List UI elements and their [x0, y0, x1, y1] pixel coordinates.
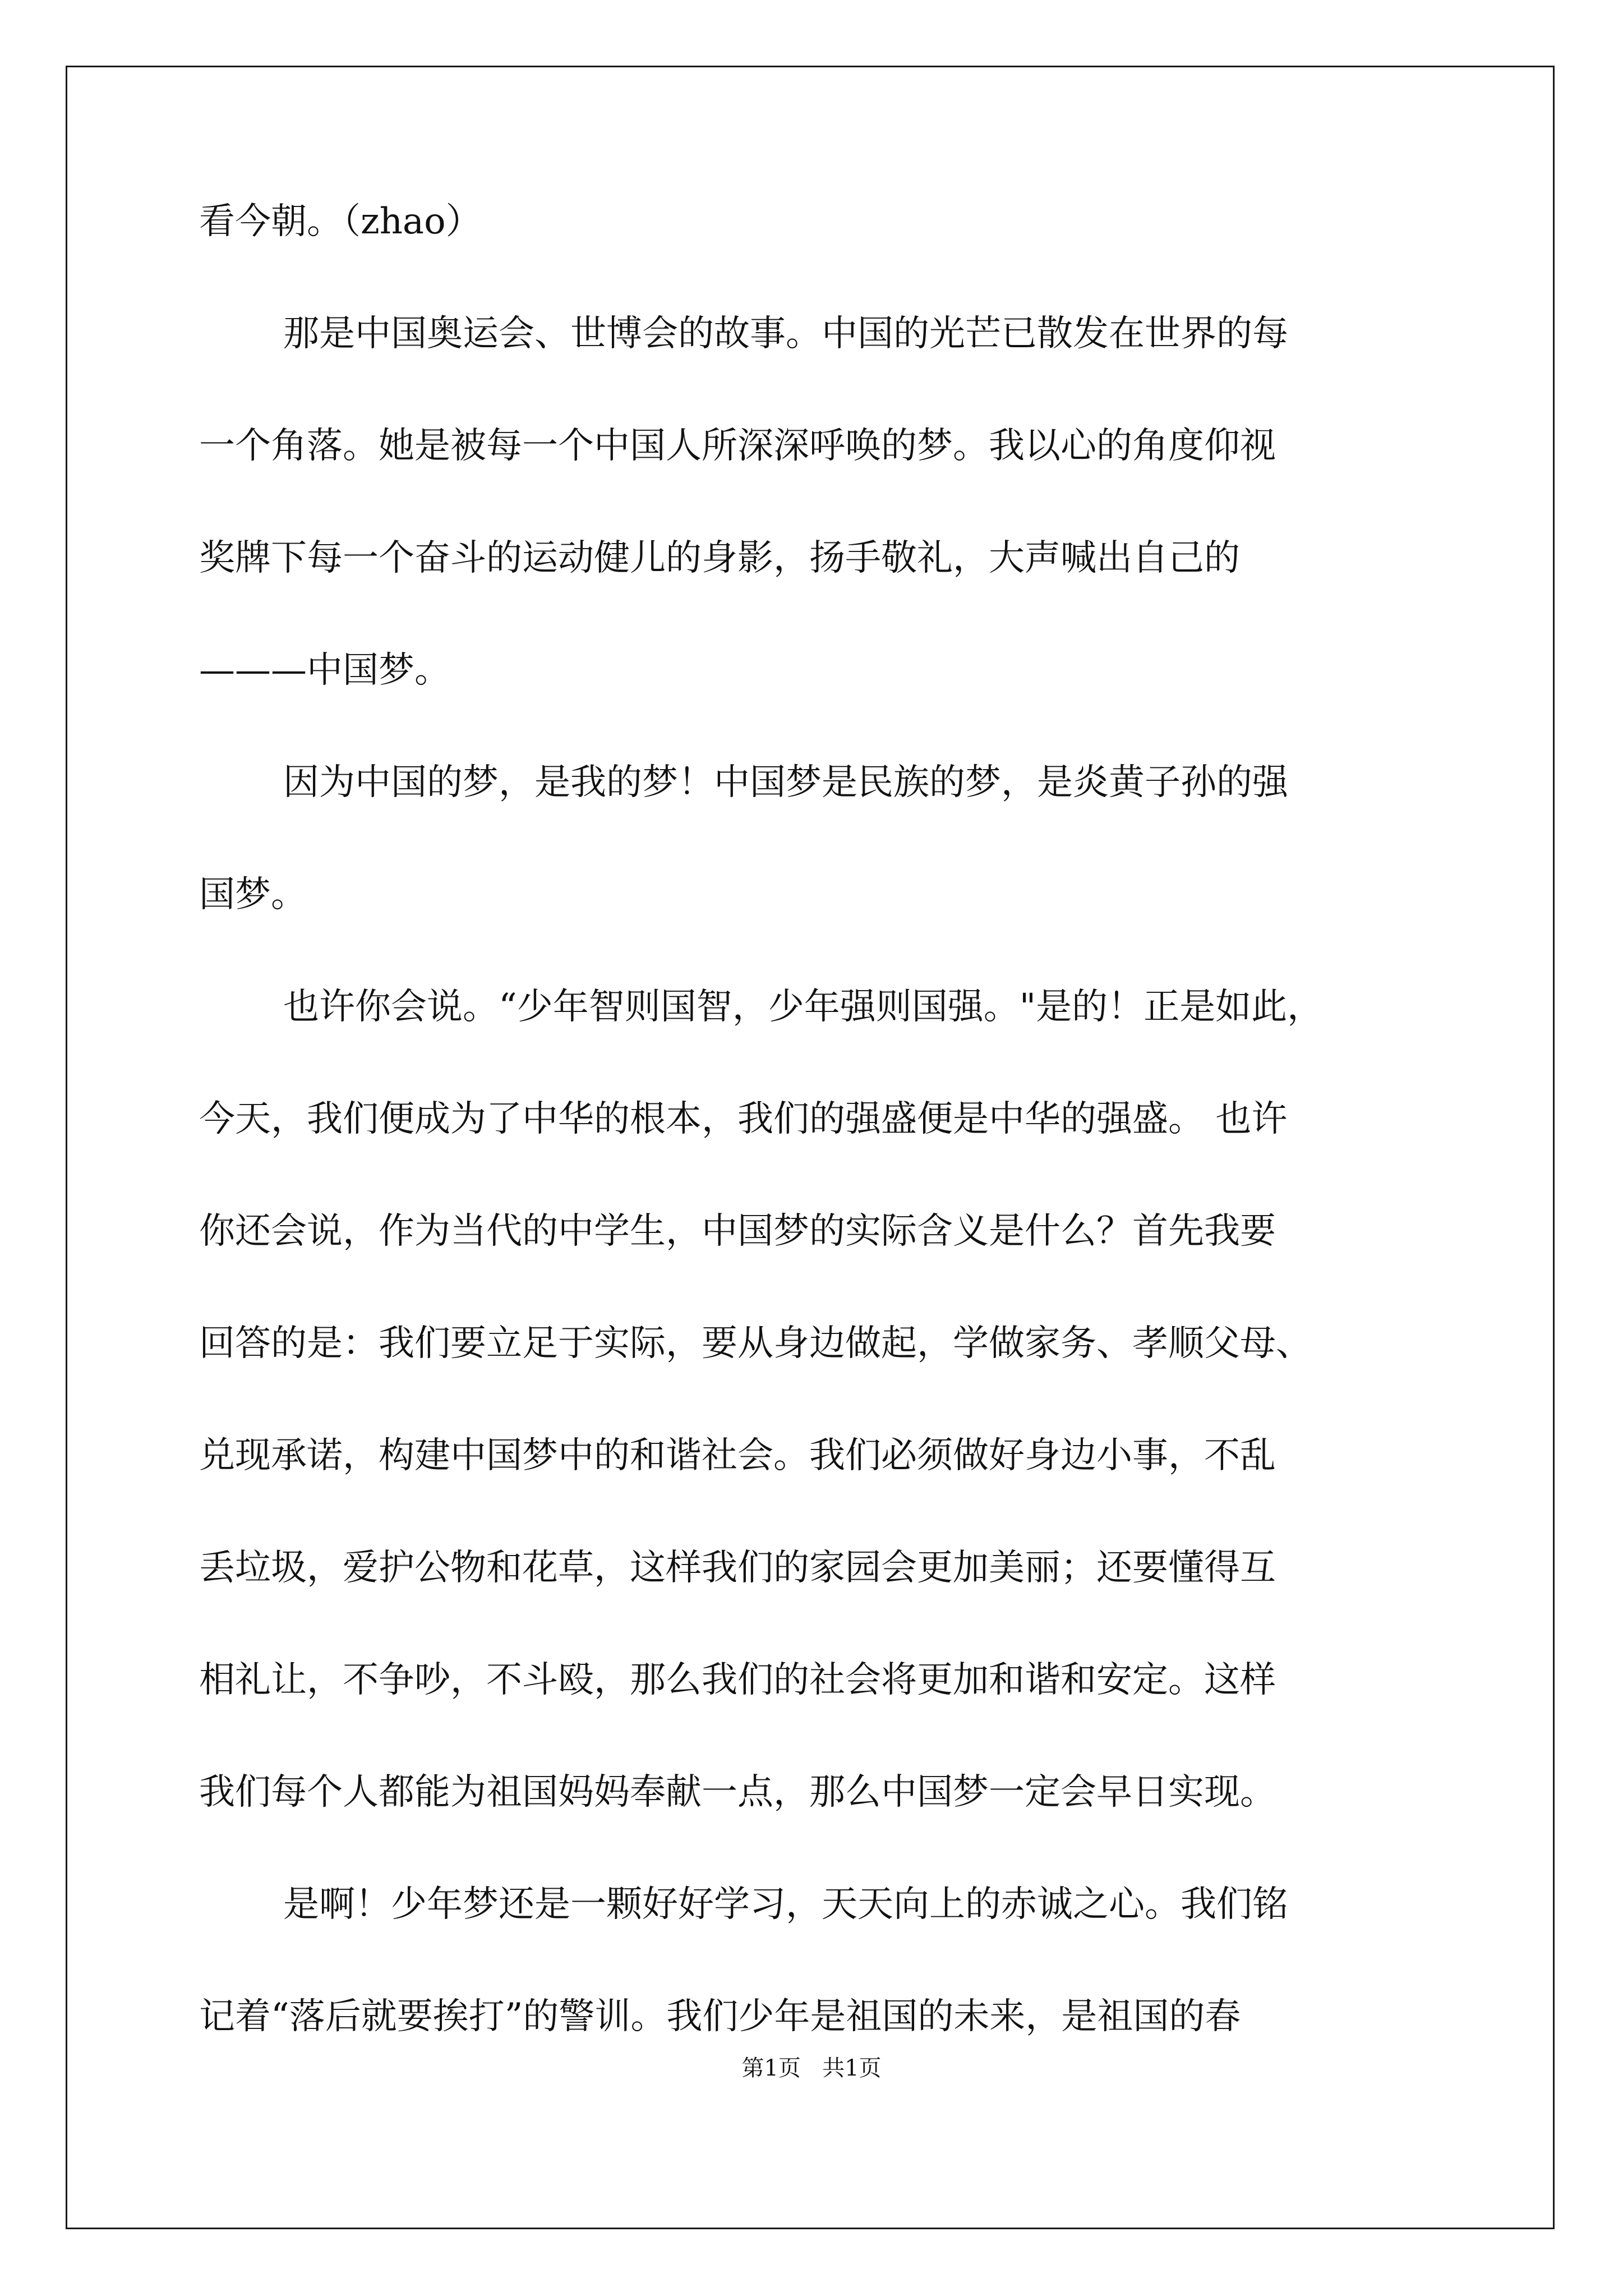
page-number: 第1页 — [741, 2055, 801, 2081]
text-line: 我们每个人都能为祖国妈妈奉献一点，那么中国梦一定会早日实现。 — [199, 1772, 1276, 1813]
text-line: 兑现承诺，构建中国梦中的和谐社会。我们必须做好身边小事，不乱 — [199, 1435, 1276, 1476]
text-line: 一个角落。她是被每一个中国人所深深呼唤的梦。我以心的角度仰视 — [199, 425, 1276, 467]
paragraph-first-line: 因为中国的梦，是我的梦！中国梦是民族的梦，是炎黄子孙的强 — [283, 762, 1288, 803]
text-line: 记着“落后就要挨打”的警训。我们少年是祖国的未来，是祖国的春 — [199, 1996, 1241, 2037]
text-line: 你还会说，作为当代的中学生，中国梦的实际含义是什么？首先我要 — [199, 1211, 1276, 1252]
paragraph-first-line: 也许你会说。“少年智则国智，少年强则国强。"是的！正是如此， — [283, 986, 1324, 1028]
text-line: 回答的是：我们要立足于实际，要从身边做起，学做家务、孝顺父母、 — [199, 1323, 1312, 1364]
footer-spacer — [801, 2055, 822, 2081]
text-line: 今天，我们便成为了中华的根本，我们的强盛便是中华的强盛。 也许 — [199, 1098, 1288, 1140]
page-footer — [0, 2054, 1623, 2082]
paragraph-first-line: 那是中国奥运会、世博会的故事。中国的光芒已散发在世界的每 — [283, 313, 1288, 355]
text-line: 相礼让，不争吵，不斗殴，那么我们的社会将更加和谐和安定。这样 — [199, 1659, 1276, 1701]
text-line: ———中国梦。 — [199, 650, 450, 691]
text-line: 国梦。 — [199, 874, 307, 915]
text-line: 看今朝。（zhao） — [199, 201, 482, 242]
text-line: 奖牌下每一个奋斗的运动健儿的身影，扬手敬礼，大声喊出自己的 — [199, 537, 1240, 579]
paragraph-first-line: 是啊！少年梦还是一颗好好学习，天天向上的赤诚之心。我们铭 — [283, 1884, 1288, 1925]
text-line: 丢垃圾，爱护公物和花草，这样我们的家园会更加美丽；还要懂得互 — [199, 1547, 1276, 1589]
page-total: 共1页 — [822, 2055, 882, 2081]
